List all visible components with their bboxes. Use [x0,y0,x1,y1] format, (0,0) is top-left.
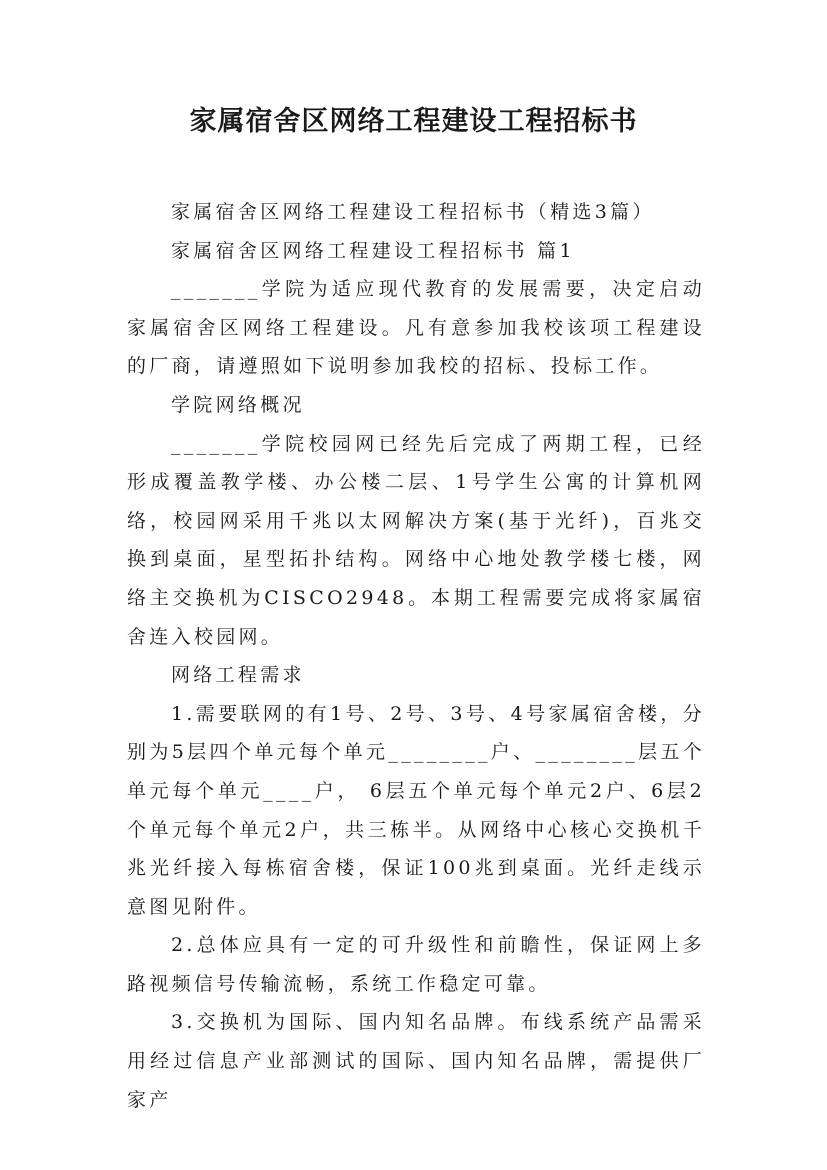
subtitle-line: 家属宿舍区网络工程建设工程招标书（精选3篇） [171,201,655,223]
section-heading-requirements: 网络工程需求 [171,664,305,687]
requirement-item-3: 3.交换机为国际、国内知名品牌。布线系统产品需采用经过信息产业部测试的国际、国内知名品牌，需提供厂家产 [127,1011,705,1111]
document-body [127,193,705,1119]
requirement-item-1: 1.需要联网的有1号、2号、3号、4号家属宿舍楼，分别为5层四个单元每个单元________户、________层五个单元每个单元____户， 6层五个单元每个单元2户、6层2个单元每个单元2户，共三栋半。从网络中心核心交换机千兆光纤接入每栋宿舍楼，保证100兆到桌面。光纤走线示意图见附件。 [127,702,705,918]
document-title: 家属宿舍区网络工程建设工程招标书 [189,106,638,137]
intro-paragraph: _______学院为适应现代教育的发展需要，决定启动家属宿舍区网络工程建设。凡有意参加我校该项工程建设的厂商，请遵照如下说明参加我校的招标、投标工作。 [127,278,705,378]
section-heading-overview: 学院网络概况 [171,393,305,416]
requirement-item-2: 2.总体应具有一定的可升级性和前瞻性，保证网上多路视频信号传输流畅，系统工作稳定可靠。 [127,934,705,995]
overview-paragraph: _______学院校园网已经先后完成了两期工程，已经形成覆盖教学楼、办公楼二层、1号学生公寓的计算机网络，校园网采用千兆以太网解决方案(基于光纤)，百兆交换到桌面，星型拓扑结构。网络中心地处教学楼七楼，网络主交换机为CISCO2948。本期工程需要完成将家属宿舍连入校园网。 [127,432,705,648]
section-heading-part1: 家属宿舍区网络工程建设工程招标书 篇1 [171,239,575,262]
